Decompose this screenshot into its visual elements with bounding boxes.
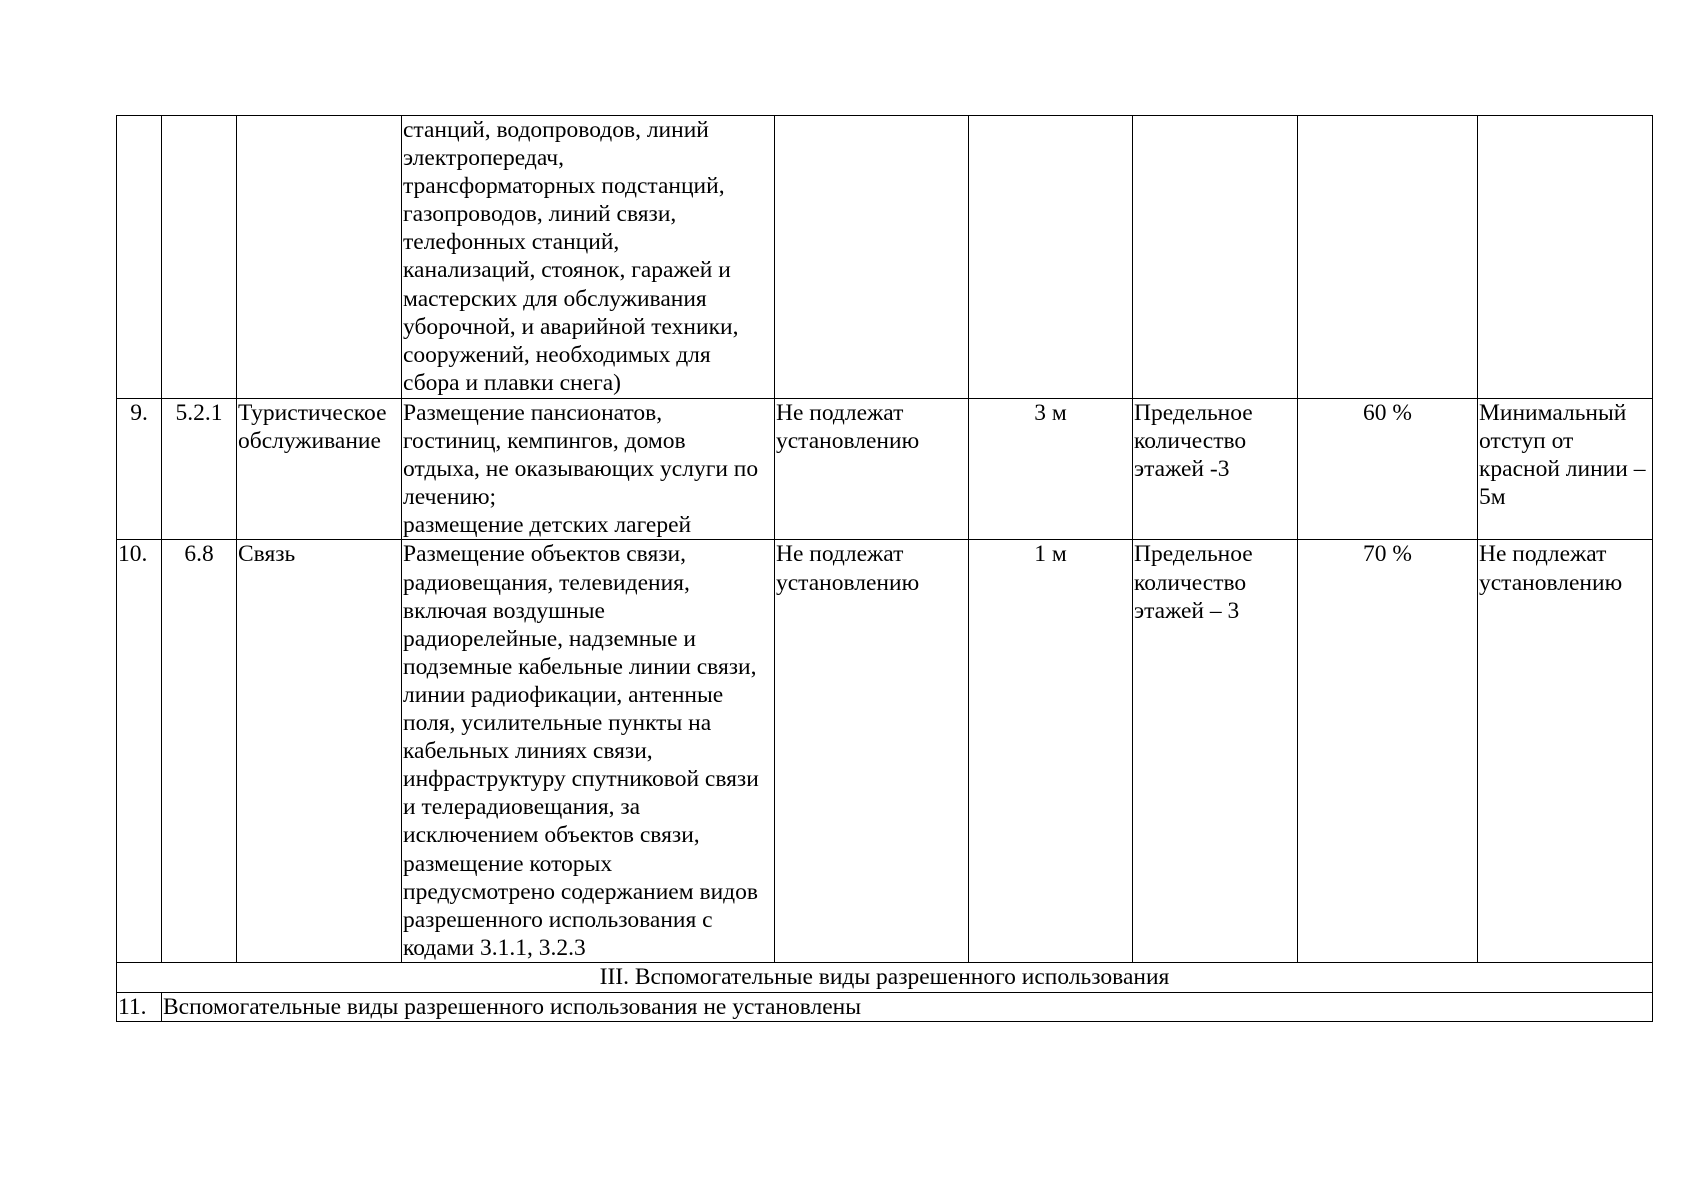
- desc-cell: Размещение пансионатов, гостиниц, кемпингов, домов отдыха, не оказывающих услуги по лечению; размещение детских лагерей: [402, 399, 775, 540]
- floors-cell: [1133, 116, 1298, 399]
- num-cell: [117, 116, 162, 399]
- desc-cell: станций, водопроводов, линий электропередач, трансформаторных подстанций, газопроводов, линий связи, телефонных станций, канализаций, стоянок, гаражей и мастерских для обслуживания уборочной, и аварийной техники, сооружений, необходимых для сбора и плавки снега): [402, 116, 775, 399]
- other-cell: Минимальный отступ от красной линии – 5м: [1478, 399, 1653, 540]
- code-cell: 5.2.1: [162, 399, 237, 540]
- area-cell: [775, 116, 969, 399]
- name-cell: [237, 116, 402, 399]
- table-row: [117, 116, 1653, 399]
- coverage-cell: 70 %: [1298, 540, 1478, 963]
- table-row: [117, 992, 1653, 1021]
- section-header-row: [117, 963, 1653, 992]
- floors-cell: Предельное количество этажей – 3: [1133, 540, 1298, 963]
- other-cell: Не подлежат установлению: [1478, 540, 1653, 963]
- area-cell: Не подлежат установлению: [775, 540, 969, 963]
- area-cell: Не подлежат установлению: [775, 399, 969, 540]
- section-header: III. Вспомогательные виды разрешенного использования: [117, 963, 1653, 992]
- table-row: [117, 399, 1653, 540]
- setback-cell: 1 м: [969, 540, 1133, 963]
- code-cell: 6.8: [162, 540, 237, 963]
- num-cell: 11.: [117, 992, 162, 1021]
- num-cell: 10.: [117, 540, 162, 963]
- table-row: [117, 540, 1653, 963]
- setback-cell: [969, 116, 1133, 399]
- name-cell: Туристическое обслуживание: [237, 399, 402, 540]
- coverage-cell: 60 %: [1298, 399, 1478, 540]
- code-cell: [162, 116, 237, 399]
- name-cell: Связь: [237, 540, 402, 963]
- floors-cell: Предельное количество этажей -3: [1133, 399, 1298, 540]
- other-cell: [1478, 116, 1653, 399]
- desc-cell: Размещение объектов связи, радиовещания, телевидения, включая воздушные радиорелейные, надземные и подземные кабельные линии связи, линии радиофикации, антенные поля, усилительные пункты на кабельных линиях связи, инфраструктуру спутниковой связи и телерадиовещания, за исключением объектов связи, размещение которых предусмотрено содержанием видов разрешенного использования с кодами 3.1.1, 3.2.3: [402, 540, 775, 963]
- coverage-cell: [1298, 116, 1478, 399]
- merged-text-cell: Вспомогательные виды разрешенного использования не установлены: [162, 992, 1653, 1021]
- setback-cell: 3 м: [969, 399, 1133, 540]
- land-use-table: [116, 115, 1653, 1022]
- num-cell: 9.: [117, 399, 162, 540]
